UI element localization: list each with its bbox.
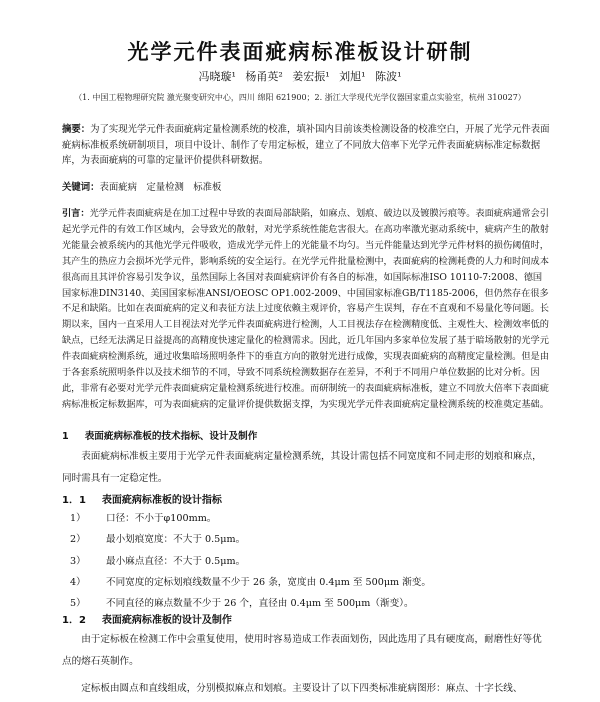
list-item-number: 1） [70,513,86,524]
abstract-label: 摘要： [62,124,91,135]
section-1-2-paragraph-1: 由于定标板在检测工作中会重复使用，使用时容易造成工作表面划伤，因此选用了具有硬度高，耐磨性好等优点的熔石英制作。 [62,634,542,667]
section-1-2-heading [62,611,232,626]
section-1-1-number: 1．1 [62,495,86,506]
section-1-title: 表面疵病标准板的技术指标、设计及制作 [84,431,258,442]
list-item [62,529,550,550]
paper-title: 光学元件表面疵病标准板设计研制 [127,40,473,64]
list-item-number: 4） [70,576,86,588]
list-item-text: 口径：不小于φ100mm。 [106,513,217,524]
section-1-number: 1 [62,431,69,442]
spec-list [62,508,550,614]
list-item-text: 最小划痕宽度：不大于 0.5μm。 [106,534,246,546]
intro-text: 光学元件表面疵病是在加工过程中导致的表面局部缺陷，如麻点、划痕、破边以及镀膜污痕等。表面疵病通常会引起光学元件的有效工作区域内，会导致光的散射，对光学系统性能危害很大。在高功率激光驱动系统中，疵病产生的散射光能量会被系统内的其他光学元件吸收，造成光学元件上的光能量不均匀。当元件能量达到光学元件材料的损伤阈值时，其产生的热应力会损坏光学元件，影响系统的安全运行。在光学元件批量检测中，表面疵病的检测耗费的人力和时间成本很高而且其评价容易引发争议，虽然国际上各国对表面疵病评价有各自的标准，如国际标准ISO 10110-7:2008、德国国家标准DIN3140、美国国家标准ANSI/OEOSC OP1.002-2009、中国国家标准GB/T1185-2006，但仍然存在很多不足和缺陷。比如在表面疵病的定义和表征方法上过度依赖主观评价，容易产生误判，存在不直观和不易量化等问题。长期以来，国内一直采用人工目视法对光学元件表面疵病进行检测，人工目视法存在检测精度低、主观性大、检测效率低的缺点，已经无法满足日益提高的高精度快速定量化的检测需求。因此，近几年国内多家单位发展了基于暗场散射的光学元件表面疵病检测系统，通过收集暗场照明条件下的垂直方向的散射光进行成像，实现表面疵病的高精度定量检测。但是由于各套系统照明条件以及技术细节的不同，导致不同系统检测数据存在差异，不利于不同用户单位数据的比对分析。因此，非常有必要对光学元件表面疵病定量检测系统进行校准。而研制统一的表面疵病标准板，建立不同放大倍率下表面疵病标准板定标数据库，可为表面疵病的定量评价提供数据支撑，为实现光学元件表面疵病定量检测系统的校准奠定基础。 [62,208,549,410]
section-1-1-title: 表面疵病标准板的设计指标 [101,495,222,506]
author-list: 冯晓璇¹ 杨甬英² 姜宏振¹ 刘旭¹ 陈波¹ [198,70,402,83]
list-item-text: 不同直径的麻点数量不少于 26 个，直径由 0.4μm 至 500μm（渐变）。 [106,598,414,610]
intro-label: 引言： [62,208,90,219]
abstract [62,122,550,169]
list-item-number: 3） [70,555,86,567]
abstract-text: 为了实现光学元件表面疵病定量检测系统的校准，填补国内目前该类检测设备的校准空白，开展了光学元件表面疵病标准板系统研制项目，项目中设计、制作了专用定标板，建立了不同放大倍率下光学元件表面疵病标准定标数据库，为表面疵病的可靠的定量评价提供科研数据。 [62,124,550,167]
section-1-2-number: 1．2 [62,615,86,626]
keywords-text: 表面疵病 定量检测 标准板 [99,182,222,193]
introduction [62,206,550,413]
section-1-heading [62,428,257,442]
section-1-body: 表面疵病标准板主要用于光学元件表面疵病定量检测系统，其设计需包括不同宽度和不同走形的划痕和麻点，同时需具有一定稳定性。 [62,451,542,484]
list-item [62,508,550,529]
keywords-label: 关键词： [62,182,100,193]
list-item-text: 最小麻点直径：不大于 0.5μm。 [106,555,246,567]
section-1-2-paragraph-2: 定标板由圆点和直线组成，分别模拟麻点和划痕。主要设计了以下四类标准疵病图形：麻点、十字长线、 [81,683,523,694]
section-1-1-heading [62,491,222,506]
list-item [62,572,550,593]
list-item-number: 5） [70,598,86,610]
list-item-number: 2） [70,534,86,546]
keywords [62,180,550,196]
affiliation: （1. 中国工程物理研究院 激光聚变研究中心，四川 绵阳 621900；2. 浙江大学现代光学仪器国家重点实验室，杭州 310027） [74,93,526,102]
section-1-2-title: 表面疵病标准板的设计及制作 [101,615,232,626]
list-item-text: 不同宽度的定标划痕线数量不少于 26 条，宽度由 0.4μm 至 500μm 渐变。 [106,576,431,588]
list-item [62,551,550,572]
